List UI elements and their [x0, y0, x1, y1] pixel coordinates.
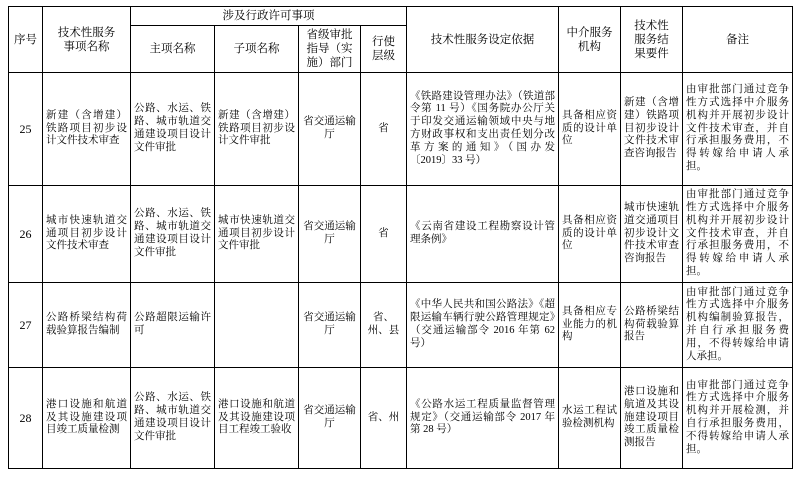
cell-sub-item-name: 新建（含增建）铁路项目初步设计文件审批 — [215, 73, 299, 186]
cell-remark: 由审批部门通过竞争性方式选择中介服务机构并开展初步设计文件技术审查，并自行承担服务费用，不得转嫁给申请人承担。 — [683, 73, 793, 186]
cell-sub-item-name: 港口设施和航道及其设施建设项目工程竣工验收 — [215, 368, 299, 469]
table-row — [9, 368, 793, 469]
cell-result-requirement: 新建（含增建）铁路项目初步设计文件技术审查咨询报告 — [621, 73, 683, 186]
header-service-item-name: 技术性服务 事项名称 — [43, 7, 131, 73]
cell-approval-dept: 省交通运输厅 — [299, 283, 361, 368]
header-admin-license-group: 涉及行政许可事项 — [131, 7, 407, 26]
header-sub-item-name: 子项名称 — [215, 26, 299, 73]
header-basis: 技术性服务设定依据 — [407, 7, 559, 73]
cell-approval-dept: 省交通运输厅 — [299, 73, 361, 186]
cell-intermediary-org: 水运工程试验检测机构 — [559, 368, 621, 469]
table-row — [9, 186, 793, 283]
cell-exercise-level: 省 — [361, 186, 407, 283]
table-body — [9, 73, 793, 469]
cell-remark: 由审批部门通过竞争性方式选择中介服务机构并开展检测，并自行承担服务费用，不得转嫁给申请人承担。 — [683, 368, 793, 469]
cell-main-item-name: 公路、水运、铁路、城市轨道交通建设项目设计文件审批 — [131, 73, 215, 186]
cell-remark: 由审批部门通过竞争性方式选择中介服务机构编制验算报告，并自行承担服务费用，不得转嫁给申请人承担。 — [683, 283, 793, 368]
header-approval-dept: 省级审批 指导（实 施）部门 — [299, 26, 361, 73]
cell-result-requirement: 城市快速轨道交通项目初步设计文件技术审查咨询报告 — [621, 186, 683, 283]
table-row — [9, 73, 793, 186]
cell-service-item-name: 城市快速轨道交通项目初步设计文件技术审查 — [43, 186, 131, 283]
cell-approval-dept: 省交通运输厅 — [299, 368, 361, 469]
table-row — [9, 283, 793, 368]
cell-seq: 28 — [9, 368, 43, 469]
cell-main-item-name: 公路、水运、铁路、城市轨道交通建设项目设计文件审批 — [131, 368, 215, 469]
cell-seq: 26 — [9, 186, 43, 283]
header-result-requirement: 技术性 服务结 果要件 — [621, 7, 683, 73]
cell-main-item-name: 公路、水运、铁路、城市轨道交通建设项目设计文件审批 — [131, 186, 215, 283]
cell-intermediary-org: 具备相应资质的设计单位 — [559, 73, 621, 186]
header-seq: 序号 — [9, 7, 43, 73]
cell-service-item-name: 港口设施和航道及其设施建设项目竣工质量检测 — [43, 368, 131, 469]
cell-seq: 25 — [9, 73, 43, 186]
header-intermediary-org: 中介服务 机构 — [559, 7, 621, 73]
header-row-top — [9, 7, 793, 26]
cell-sub-item-name: 城市快速轨道交通项目初步设计文件审批 — [215, 186, 299, 283]
cell-result-requirement: 公路桥梁结构荷载验算报告 — [621, 283, 683, 368]
cell-sub-item-name — [215, 283, 299, 368]
cell-service-item-name: 新建（含增建）铁路项目初步设计文件技术审查 — [43, 73, 131, 186]
cell-exercise-level: 省、州 — [361, 368, 407, 469]
service-items-table — [8, 6, 793, 469]
header-remark: 备注 — [683, 7, 793, 73]
cell-basis: 《中华人民共和国公路法》《超限运输车辆行驶公路管理规定》（交通运输部令 2016 年第 62 号） — [407, 283, 559, 368]
cell-exercise-level: 省 — [361, 73, 407, 186]
header-exercise-level: 行使 层级 — [361, 26, 407, 73]
cell-seq: 27 — [9, 283, 43, 368]
cell-basis: 《铁路建设管理办法》（铁道部令第 11 号）《国务院办公厅关于印发交通运输领域中央与地方财政事权和支出责任划分改革方案的通知》（国办发〔2019〕33 号） — [407, 73, 559, 186]
header-main-item-name: 主项名称 — [131, 26, 215, 73]
cell-approval-dept: 省交通运输厅 — [299, 186, 361, 283]
cell-intermediary-org: 具备相应资质的设计单位 — [559, 186, 621, 283]
cell-remark: 由审批部门通过竞争性方式选择中介服务机构并开展初步设计文件技术审查，并自行承担服务费用，不得转嫁给申请人承担。 — [683, 186, 793, 283]
cell-exercise-level: 省、州、县 — [361, 283, 407, 368]
cell-service-item-name: 公路桥梁结构荷载验算报告编制 — [43, 283, 131, 368]
cell-basis: 《公路水运工程质量监督管理规定》（交通运输部令 2017 年第 28 号） — [407, 368, 559, 469]
cell-result-requirement: 港口设施和航道及其设施建设项目竣工质量检测报告 — [621, 368, 683, 469]
cell-main-item-name: 公路超限运输许可 — [131, 283, 215, 368]
cell-intermediary-org: 具备相应专业能力的机构 — [559, 283, 621, 368]
cell-basis: 《云南省建设工程勘察设计管理条例》 — [407, 186, 559, 283]
table-header — [9, 7, 793, 73]
